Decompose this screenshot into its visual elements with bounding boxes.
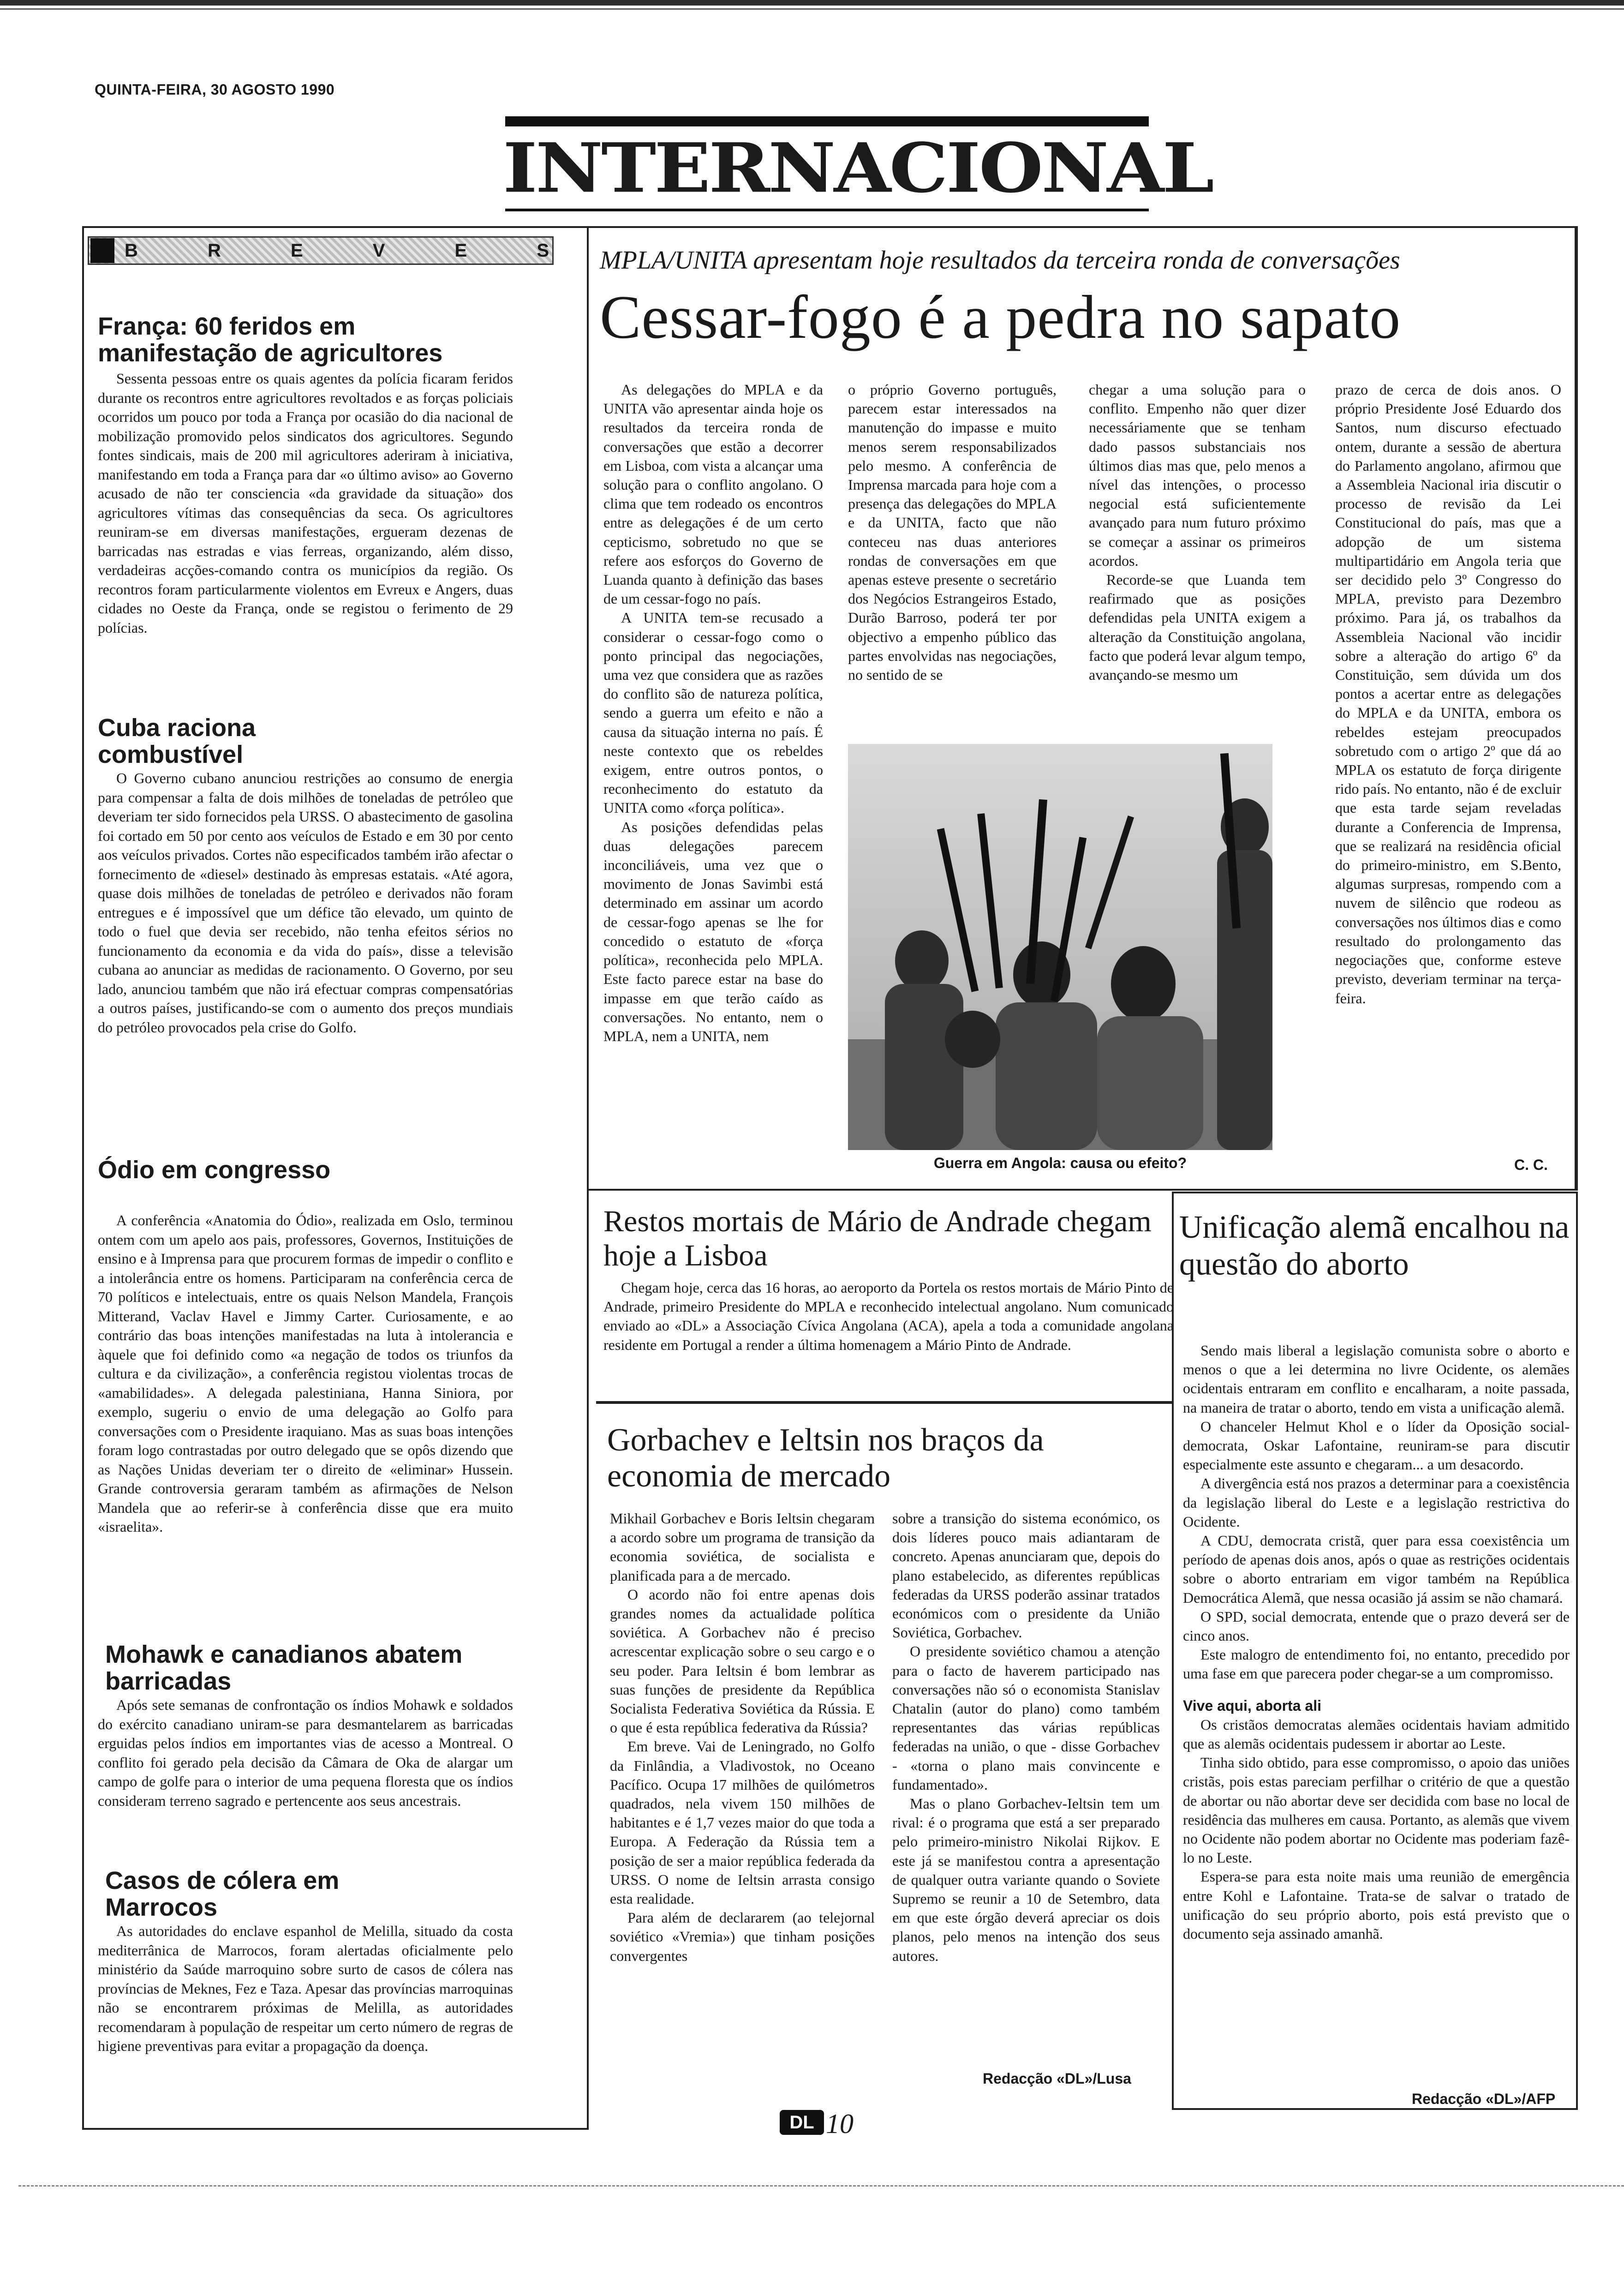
top-rule xyxy=(0,0,1624,6)
photo-caption: Guerra em Angola: causa ou efeito? xyxy=(933,1155,1187,1171)
andrade-body xyxy=(603,1278,1174,1354)
paragraph: sobre a transição do sistema económico, os dois líderes pouco mais adiantaram de concreto. Apenas anunciaram que, depois do plano estabelecido, as diferentes repúblicas federadas da URSS poderão assinar tratados económicos com o presidente da União Soviética, Gorbachev. xyxy=(892,1510,1160,1641)
paragraph: As delegações do MPLA e da UNITA vão apresentar ainda hoje os resultados da terceira ronda de conversações que estão a decorrer em Lisboa, com vista a alcançar uma solução para o conflito angolano. O clima que tem rodeado os encontros entre as delegações é de um certo cepticismo, sobretudo no que se refere aos esforços do Governo de Luanda quanto à definição das bases de um cessar-fogo no país. xyxy=(603,381,823,607)
paragraph: Para além de declararem (ao telejornal soviético «Vremia») que tinham posições convergentes xyxy=(610,1909,875,1964)
paragraph: Tinha sido obtido, para esse compromisso, o apoio das uniões cristãs, pois estas pareciam perfilhar o critério de que a questão de abortar ou não abortar deve ser decidida com base no local de residência das mulheres em causa. Portanto, as alemãs que vivem no Ocidente não podem abortar no Ocidente mas poderiam fazê-lo no Leste. xyxy=(1183,1754,1570,1866)
brief-france xyxy=(98,313,513,366)
paragraph: A CDU, democrata cristã, quer para essa coexistência um período de apenas dois anos, após o quae as restrições ocidentais sobre o aborto entrariam em vigor também na República Democrática Alemã, que nessa ocasião já assim se não chamará. xyxy=(1183,1532,1570,1606)
brief-headline: Mohawk e canadianos abatem barricadas xyxy=(105,1641,463,1695)
unification-credit: Redacção «DL»/AFP xyxy=(1412,2091,1556,2107)
unification-headline: Unificação alemã encalhou na questão do aborto xyxy=(1179,1210,1570,1282)
breves-letter: B xyxy=(125,240,138,261)
brief-body: O Governo cubano anunciou restrições ao consumo de energia para compensar a falta de dois milhões de toneladas de petróleo que deveriam ter sido fornecidos pela URSS. O abastecimento de gasolina foi cortado em 50 por cento aos veículos de Estado e em 30 por cento aos veículos privados. Cortes não especificados também irão afectar o fornecimento de «diesel» destinado às empresas estatais. «Até agora, quase dois milhões de toneladas de petróleo e derivados não foram entregues e é impossível que um défice tão elevado, um quinto de todo o fuel que devia ser recebido, não tenha efeitos sérios no funcionamento da economia e da vida do país», disse a televisão cubana ao anunciar as medidas de racionamento. O Governo, por seu lado, anunciou também que não irá efectuar compras compensatórias a outros países, justificando-se com o aumento dos preços mundiais do petróleo provocados pela crise do Golfo. xyxy=(98,770,513,1036)
paragraph: o próprio Governo português, parecem estar interessados na manutenção do impasse e muito menos serem responsabilizados pelo mesmo. A conferência de Imprensa marcada para hoje com a presença das delegações do MPLA e da UNITA, facto que não conteceu nas duas anteriores rondas de conversações em que apenas esteve presente o secretário dos Negócios Estrangeiros Estado, Durão Barroso, poderá ter por objectivo a empenho público das partes envolvidas nas negociações, no sentido de se xyxy=(848,381,1057,683)
newspaper-logo: DL xyxy=(780,2110,824,2135)
gorbachev-credit: Redacção «DL»/Lusa xyxy=(983,2070,1131,2087)
paragraph: prazo de cerca de dois anos. O próprio Presidente José Eduardo dos Santos, num discurso efectuado ontem, durante a sessão de abertura do Parlamento angolano, afirmou que a Assembleia Nacional iria discutir o processo de revisão da Lei Constitucional do país, mas que a adopção de um sistema multipartidário em Angola teria que ser decidido pelo 3º Congresso do MPLA, previsto para Dezembro próximo. Para já, os trabalhos da Assembleia Nacional vão incidir sobre a alteração do artigo 6º da Constituição, sem dúvida um dos pontos a acertar entre as delegações do MPLA e da UNITA, embora os rebeldes estejam preocupados sobretudo com o artigo 2º que dá ao MPLA os estatuto de força dirigente rido país. No entanto, não é de excluir que esta tarde sejam reveladas durante a Conferencia de Imprensa, que se realizará na residência oficial do primeiro-ministro, em S.Bento, algumas surpresas, rompendo com a nuvem de silêncio que rodeou as conversações nos últimos dias e como resultado do prolongamento das negociações que, conforme esteve previsto, deveriam terminar na terça-feira. xyxy=(1335,381,1561,1007)
paragraph: Mas o plano Gorbachev-Ieltsin tem um rival: é o programa que está a ser preparado pelo primeiro-ministro Nikolai Rijkov. E este já se manifestou contra a apresentação de qualquer outra variante quando o Soviete Supremo se reunir a 10 de Setembro, data em que este órgão deverá apreciar os dois planos, pelo menos na intenção dos seus autores. xyxy=(892,1795,1160,1964)
main-story-col-3 xyxy=(1089,380,1306,684)
top-rule-thin xyxy=(0,8,1624,10)
main-story-col-1 xyxy=(603,380,823,1046)
bottom-rule xyxy=(18,2185,1624,2187)
paragraph: Espera-se para esta noite mais uma reunião de emergência entre Kohl e Lafontaine. Trata-se de salvar o tratado de unificação do seu próprio aborto, pois está previsto que o documento seja assinado amanhã. xyxy=(1183,1868,1570,1942)
brief-headline: Ódio em congresso xyxy=(98,1156,331,1184)
brief-body: As autoridades do enclave espanhol de Melilla, situado da costa mediterrânica de Marrocos, foram alertadas oficialmente pelo ministério da Saúde marroquino sobre surto de casos de cólera nas províncias de Meknes, Fez e Taza. Apesar das províncias marroquinas não se encontrarem próximas de Melilla, as autoridades recomendaram à população de respeitar um certo número de regras de higiene preventivas para evitar a propagação da doença. xyxy=(98,1923,513,2054)
main-story-kicker: MPLA/UNITA apresentam hoje resultados da terceira ronda de conversações xyxy=(600,246,1400,275)
paragraph: A UNITA tem-se recusado a considerar o cessar-fogo como o ponto principal das negociações, uma vez que considera que as razões do conflito são de natureza política, sendo a guerra um efeito e não a causa da situação interna no país. É neste contexto que os rebeldes exigem, entre outros pontos, o reconhecimento do estatuto da UNITA como «força política». xyxy=(603,609,823,816)
unification-subhead: Vive aqui, aborta ali xyxy=(1183,1697,1321,1714)
paragraph: Recorde-se que Luanda tem reafirmado que as posições defendidas pela UNITA exigem a alteração da Constituição angolana, facto que poderá levar algum tempo, avançando-se mesmo um xyxy=(1089,571,1306,683)
section-divider xyxy=(596,1401,1174,1404)
soldiers-photo xyxy=(848,744,1272,1150)
andrade-headline: Restos mortais de Mário de Andrade chegam hoje a Lisboa xyxy=(603,1204,1152,1272)
author-initials: C. C. xyxy=(1514,1156,1548,1173)
paragraph: As posições defendidas pelas duas delegações parecem inconciliáveis, uma vez que o movimento de Jonas Savimbi está determinado em assinar um acordo de cessar-fogo apenas se lhe for concedido o estatuto de «força política», reconhecida pelo MPLA. Este facto parece estar na base do impasse em que terão caído as conversações. No entanto, nem o MPLA, nem a UNITA, nem xyxy=(603,818,823,1044)
brief-headline: Cuba raciona combustível xyxy=(98,714,256,768)
paragraph: Mikhail Gorbachev e Boris Ieltsin chegaram a acordo sobre um programa de transição da economia soviética, de socialista e planificada para a de mercado. xyxy=(610,1510,875,1584)
breves-letter: S xyxy=(537,240,549,261)
paragraph: chegar a uma solução para o conflito. Empenho não quer dizer necessáriamente que se tenham dado passos substanciais nos últimos dias mas que, pelo menos a nível das intenções, o processo negocial está suficientemente avançado para num futuro próximo se começar a assinar os primeiros acordos. xyxy=(1089,381,1306,569)
paragraph: A divergência está nos prazos a determinar para a coexistência da legislação liberal do Leste e a legislação restrictiva do Ocidente. xyxy=(1183,1475,1570,1530)
paragraph: Sendo mais liberal a legislação comunista sobre o aborto e menos o que a lei determina no livre Ocidente, os alemães ocidentais entraram em conflito e encalharam, a noite passada, na maneira de tratar o aborto, tendo em vista a unificação alemã. xyxy=(1183,1342,1570,1416)
main-story-col-4 xyxy=(1335,380,1561,1008)
brief-body: Sessenta pessoas entre os quais agentes da polícia ficaram feridos durante os recontros entre agricultores revoltados e as forças policiais ocorridos um pouco por toda a França por ocasião do dia nacional de mobilização promovido pelos sindicatos dos agricultores. Segundo fontes sindicais, mais de 200 mil agricultores aderiram à iniciativa, manifestando em toda a França para dar «o último aviso» ao Governo acusado de não ter consciencia «da gravidade da situação» dos agricultores vítimas das consequências da seca. Os agricultores reuniram-se em diversas manifestações, ergueram dezenas de barricadas nas estradas e vias ferreas, organizando, além disso, verdadeiras acções-comando contra os municípios da região. Os recontros foram particularmente violentos em Evreux e Angers, duas cidades no Oeste da França, onde se registou o ferimento de 29 polícias. xyxy=(98,370,513,636)
paragraph: O chanceler Helmut Khol e o líder da Oposição social-democrata, Oskar Lafontaine, reuniram-se para discutir especialmente este assunto e chegaram... a um desacordo. xyxy=(1183,1418,1570,1473)
breves-letter: E xyxy=(290,240,303,261)
breves-label xyxy=(125,237,549,264)
section-title: INTERNACIONAL xyxy=(503,128,1212,208)
paragraph: Chegam hoje, cerca das 16 horas, ao aeroporto da Portela os restos mortais de Mário Pinto de Andrade, primeiro Presidente do MPLA e reconhecido intelectual angolano. Num comunicado enviado ao «DL» a Associação Cívica Angolana (ACA), apela a toda a comunidade angolana residente em Portugal a render a última homenagem a Mário Pinto de Andrade. xyxy=(603,1279,1174,1353)
page-number: 10 xyxy=(826,2109,854,2139)
breves-letter: E xyxy=(454,240,467,261)
brief-headline: Casos de cólera em Marrocos xyxy=(105,1867,340,1921)
section-top-bar xyxy=(505,116,1149,126)
paragraph: O SPD, social democrata, entende que o prazo deverá ser de cinco anos. xyxy=(1183,1608,1570,1644)
main-story-col-2 xyxy=(848,380,1057,684)
soldiers-photo-graphic xyxy=(848,744,1272,1150)
paragraph: O presidente soviético chamou a atenção para o facto de haverem participado nas conversações não só o economista Stanislav Chatalin (autor do plano) como também representantes das várias repúblicas federadas na união, o que - disse Gorbachev - «torna o plano mais convincente e fundamentado». xyxy=(892,1643,1160,1793)
gorbachev-col-2 xyxy=(892,1509,1160,1965)
breves-letter: R xyxy=(207,240,221,261)
paragraph: Este malogro de entendimento foi, no entanto, precedido por uma fase em que parecera poder chegar-se a um compromisso. xyxy=(1183,1646,1570,1682)
brief-body: Após sete semanas de confrontação os índios Mohawk e soldados do exército canadiano uniram-se para desmantelarem as barricadas erguidas pelos índios em importantes vias de acesso a Montreal. O conflito foi gerado pela decisão da Câmara de Oka de alargar um campo de golfe para o interior de uma pequena floresta que os índios consideram terreno sagrado e pertencente aos seus ancestrais. xyxy=(98,1696,513,1809)
brief-body: A conferência «Anatomia do Ódio», realizada em Oslo, terminou ontem com um apelo aos pais, professores, Governos, Instituições de ensino e à Imprensa para que procurem formas de impedir o conflito e a intolerância entre os homens. Participaram na conferência cerca de 70 políticos e intelectuais, entre os quais Nelson Mandela, François Mitterand, Vaclav Havel e Jimmy Carter. Curiosamente, e ao contrário das boas intenções manifestadas na luta à intolerancia e àquele que foi definido como «a negação de todos os triunfos da cultura e da civilização», a conferência registou violentas trocas de «amabilidades». A delegada palestiniana, Hanna Siniora, por exemplo, sugeriu o envio de uma delegação ao Golfo para conversações com o Presidente iraquiano. Mas as suas boas intenções foram logo contrastadas por outro delegado que se opôs dizendo que as Nações Unidas deveriam ter o direito de «eliminar» Hussein. Grande controversia geraram também as afirmações de Nelson Mandela que ao referir-se à conferência disse que era muito «israelita». xyxy=(98,1212,513,1535)
breves-square-icon xyxy=(90,238,114,263)
brief-headline: França: 60 feridos em manifestação de agricultores xyxy=(98,312,443,367)
paragraph: Em breve. Vai de Leningrado, no Golfo da Finlândia, a Vladivostok, no Oceano Pacífico. Ocupa 17 milhões de quilómetros quadrados, nela vivem 150 milhões de habitantes e é 1,7 vezes maior do que toda a Europa. A Federação da Rússia tem a posição de ser a maior república federada da URSS. O nome de Ieltsin arrasta consigo esta realidade. xyxy=(610,1738,875,1907)
dateline: QUINTA-FEIRA, 30 AGOSTO 1990 xyxy=(95,81,335,98)
gorbachev-col-1 xyxy=(610,1509,875,1965)
main-story-headline: Cessar-fogo é a pedra no sapato xyxy=(600,283,1401,351)
unification-body xyxy=(1183,1341,1570,1943)
breves-letter: V xyxy=(372,240,385,261)
paragraph: Os cristãos democratas alemães ocidentais haviam admitido que as alemãs ocidentais pudessem ir abortar ao Leste. xyxy=(1183,1716,1570,1752)
paragraph: O acordo não foi entre apenas dois grandes nomes da actualidade política soviética. A Gorbachev não é preciso acrescentar explicação sobre o seu cargo e o seu poder. Para Ieltsin é bom lembrar as suas funções de presidente da República Socialista Federativa Soviética da Rússia. E o que é esta república federativa da Rússia? xyxy=(610,1586,875,1736)
section-underline xyxy=(505,209,1149,211)
gorbachev-headline: Gorbachev e Ieltsin nos braços da economia de mercado xyxy=(607,1422,1044,1494)
